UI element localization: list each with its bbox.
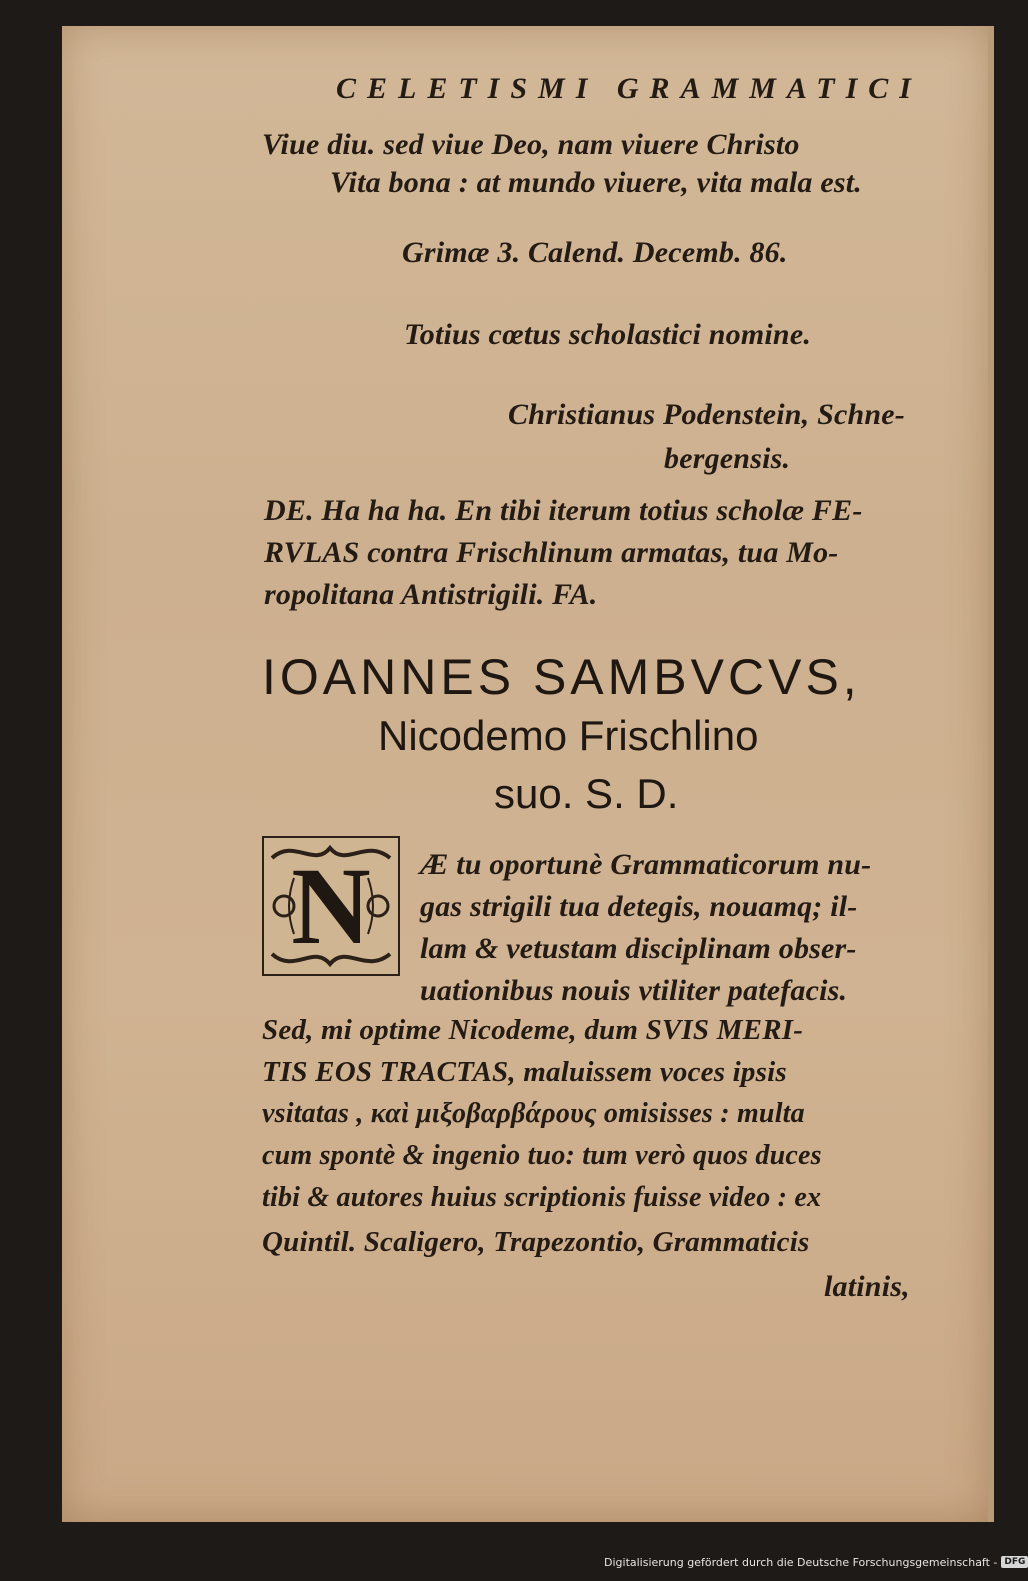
decorated-initial [262, 836, 400, 976]
dialogue-line-2: RVLAS contra Frischlinum armatas, tua Mo- [264, 536, 839, 569]
digitization-credit [604, 1554, 1028, 1570]
verse-line-1: Viue diu. sed viue Deo, nam viuere Christo [262, 128, 800, 161]
signature-line: Totius cœtus scholastici nomine. [404, 318, 812, 351]
verse-line-2: Vita bona : at mundo viuere, vita mala est. [330, 166, 862, 199]
body-line-4: uationibus nouis vtiliter patefacis. [420, 974, 848, 1007]
body-line-2: gas strigili tua detegis, nouamq; il- [420, 890, 858, 923]
body-line-1: Æ tu oportunè Grammaticorum nu- [420, 848, 872, 881]
running-header: CELETISMI GRAMMATICI [336, 72, 922, 105]
letter-addressee: Nicodemo Frischlino [378, 712, 759, 759]
dfg-logo: DFG [1001, 1556, 1028, 1568]
author-name: Christianus Podenstein, Schne- [508, 398, 905, 431]
body-line-9: tibi & autores huius scriptionis fuisse video : ex [262, 1182, 822, 1213]
body-line-3: lam & vetustam disciplinam obser- [420, 932, 857, 965]
author-origin: bergensis. [664, 442, 791, 475]
letter-salutation: suo. S. D. [494, 770, 679, 817]
body-line-5: Sed, mi optime Nicodeme, dum SVIS MERI- [262, 1014, 804, 1046]
body-line-7: vsitatas , καὶ μιξοβαρβάρους omisisses : multa [262, 1098, 805, 1129]
catchword: latinis, [824, 1270, 910, 1303]
letter-title: IOANNES SAMBVCVS, [262, 649, 861, 705]
credit-text: Digitalisierung gefördert durch die Deutsche Forschungsgemeinschaft - [604, 1555, 998, 1569]
initial-letter: N [291, 845, 371, 967]
body-line-10: Quintil. Scaligero, Trapezontio, Grammaticis [262, 1226, 810, 1258]
dialogue-line-1: DE. Ha ha ha. En tibi iterum totius scholæ FE- [264, 494, 863, 527]
date-line: Grimæ 3. Calend. Decemb. 86. [402, 236, 788, 269]
body-line-6: TIS EOS TRACTAS, maluissem voces ipsis [262, 1056, 787, 1088]
dialogue-line-3: ropolitana Antistrigili. FA. [264, 578, 598, 611]
body-line-8: cum spontè & ingenio tuo: tum verò quos duces [262, 1140, 822, 1171]
